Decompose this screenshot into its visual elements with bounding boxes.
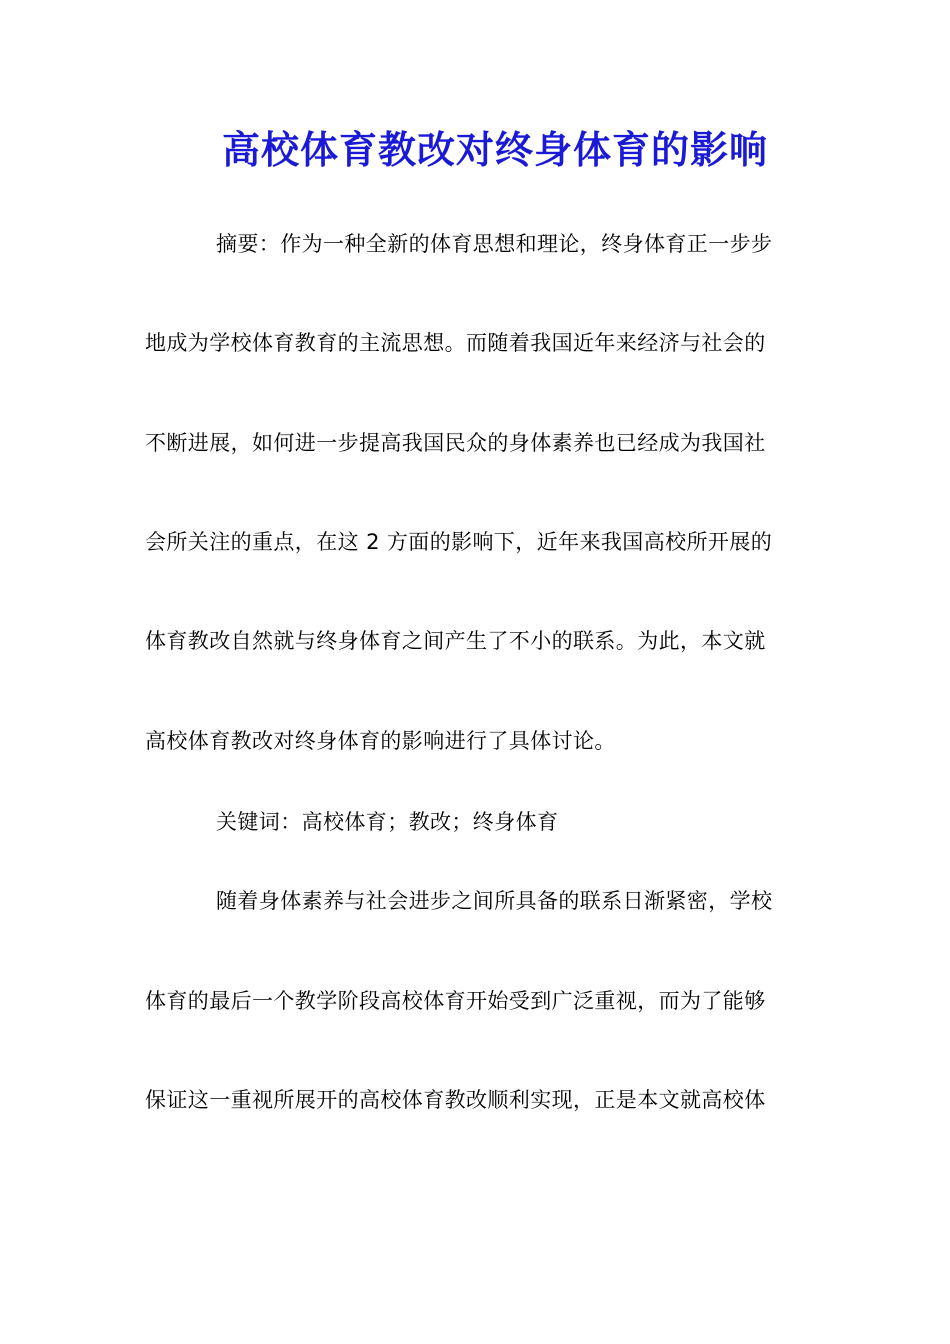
abstract-line-5: 体育教改自然就与终身体育之间产生了不小的联系。为此，本文就 — [145, 629, 766, 653]
abstract-line-4: 会所关注的重点，在这 2 方面的影响下，近年来我国高校所开展的 — [145, 530, 773, 554]
keywords-line: 关键词：高校体育；教改；终身体育 — [216, 810, 559, 834]
abstract-line-1: 摘要：作为一种全新的体育思想和理论，终身体育正一步步 — [216, 232, 773, 256]
body-line-1: 随着身体素养与社会进步之间所具备的联系日渐紧密，学校 — [216, 889, 773, 913]
abstract-line-2: 地成为学校体育教育的主流思想。而随着我国近年来经济与社会的 — [145, 331, 766, 355]
abstract-line-6: 高校体育教改对终身体育的影响进行了具体讨论。 — [145, 729, 616, 753]
body-line-2: 体育的最后一个教学阶段高校体育开始受到广泛重视，而为了能够 — [145, 989, 766, 1013]
body-line-3: 保证这一重视所展开的高校体育教改顺利实现，正是本文就高校体 — [145, 1088, 766, 1112]
abstract-line-3: 不断进展，如何进一步提高我国民众的身体素养也已经成为我国社 — [145, 431, 766, 455]
document-title: 高校体育教改对终身体育的影响 — [221, 127, 768, 172]
